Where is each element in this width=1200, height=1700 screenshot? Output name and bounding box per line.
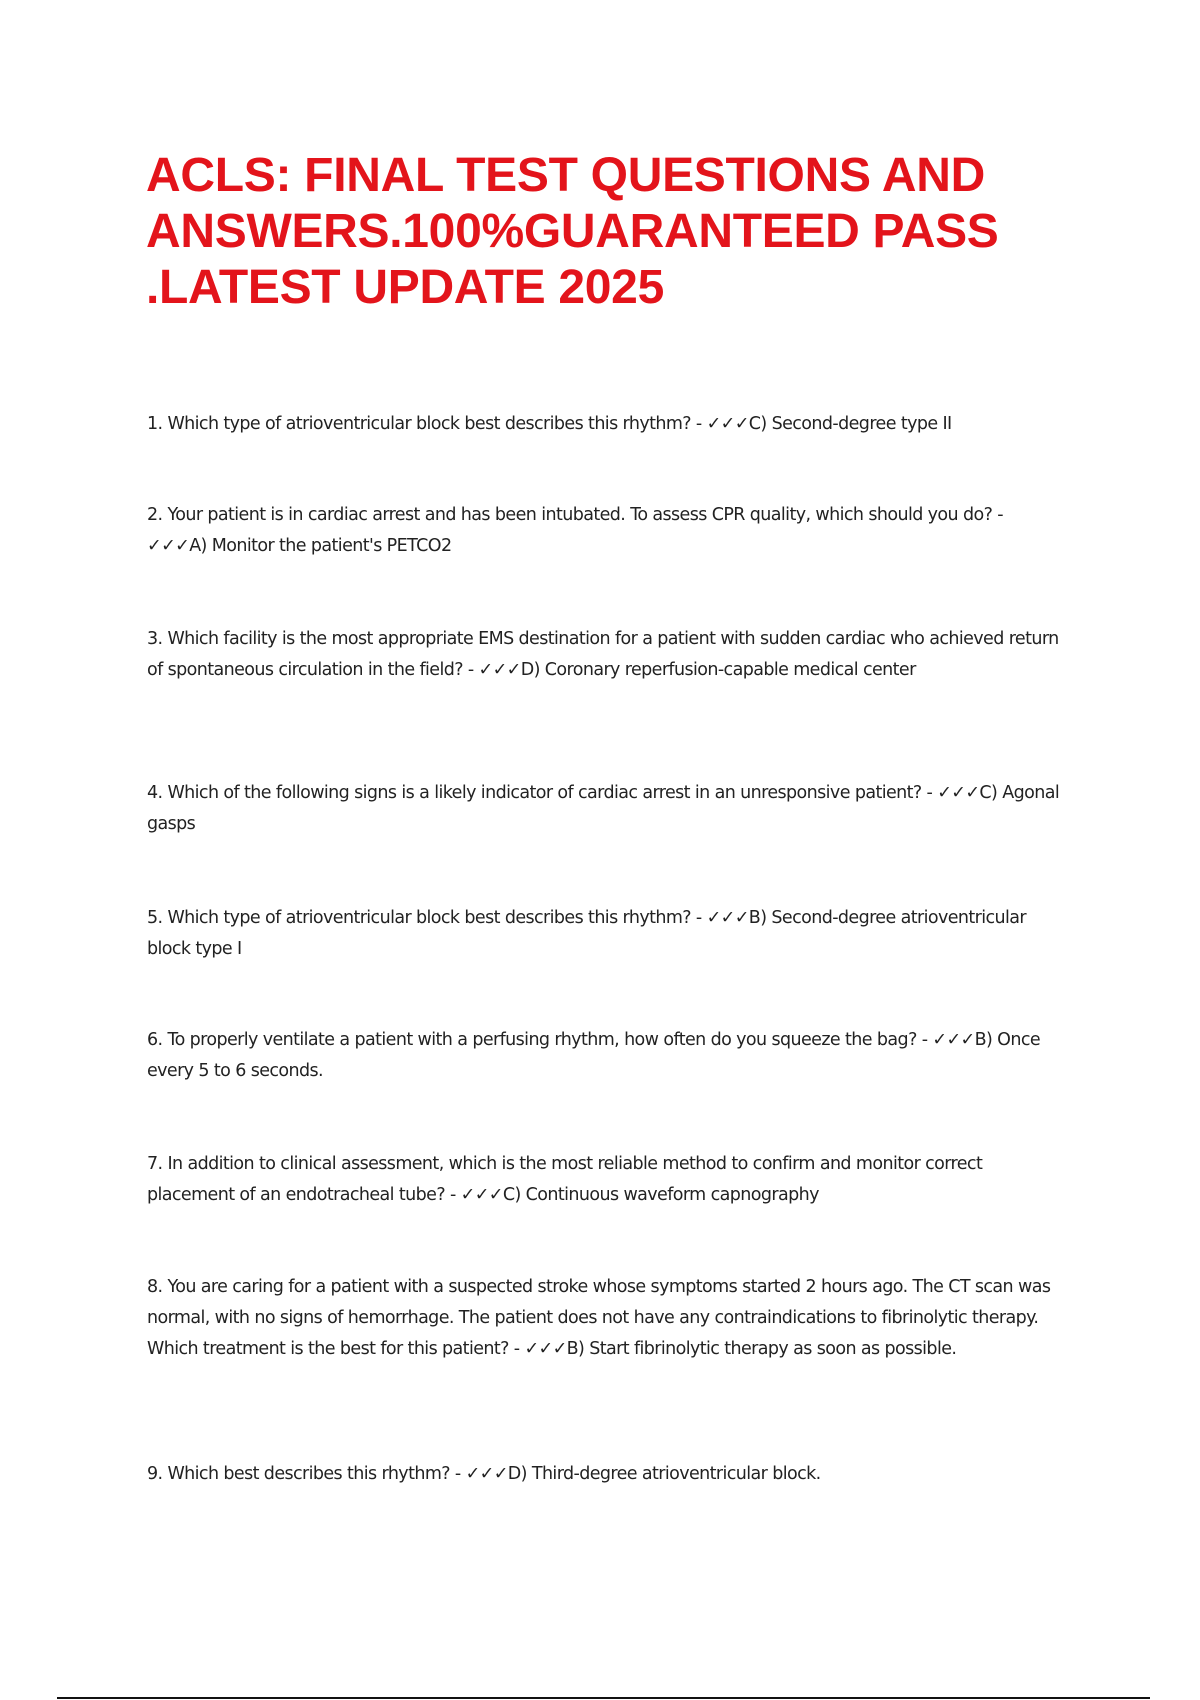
bottom-divider <box>57 1697 1150 1699</box>
question-2: 2. Your patient is in cardiac arrest and has been intubated. To assess CPR quality, which should you do? - ✓✓✓A) Monitor the patient's PETCO2 <box>147 505 1003 556</box>
question-9: 9. Which best describes this rhythm? - ✓✓✓D) Third-degree atrioventricular block. <box>147 1464 821 1484</box>
question-5: 5. Which type of atrioventricular block best describes this rhythm? - ✓✓✓B) Second-degree atrioventricular block type I <box>147 908 1026 959</box>
question-3: 3. Which facility is the most appropriate EMS destination for a patient with sudden cardiac who achieved return of spontaneous circulation in the field? - ✓✓✓D) Coronary reperfusion-capable medical center <box>147 629 1059 680</box>
question-1: 1. Which type of atrioventricular block best describes this rhythm? - ✓✓✓C) Second-degree type II <box>147 414 952 434</box>
question-4: 4. Which of the following signs is a likely indicator of cardiac arrest in an unresponsive patient? - ✓✓✓C) Agonal gasps <box>147 783 1060 834</box>
question-8: 8. You are caring for a patient with a suspected stroke whose symptoms started 2 hours ago. The CT scan was normal, with no signs of hemorrhage. The patient does not have any contraindications to fibrinolytic therapy. Which treatment is the best for this patient? - ✓✓✓B) Start fibrinolytic therapy as soon as possible. <box>147 1277 1051 1359</box>
document-title: ACLS: FINAL TEST QUESTIONS AND ANSWERS.100%GUARANTEED PASS .LATEST UPDATE 2025 <box>146 149 999 314</box>
question-7: 7. In addition to clinical assessment, which is the most reliable method to confirm and monitor correct placement of an endotracheal tube? - ✓✓✓C) Continuous waveform capnography <box>147 1154 983 1205</box>
question-6: 6. To properly ventilate a patient with a perfusing rhythm, how often do you squeeze the bag? - ✓✓✓B) Once every 5 to 6 seconds. <box>147 1030 1041 1081</box>
